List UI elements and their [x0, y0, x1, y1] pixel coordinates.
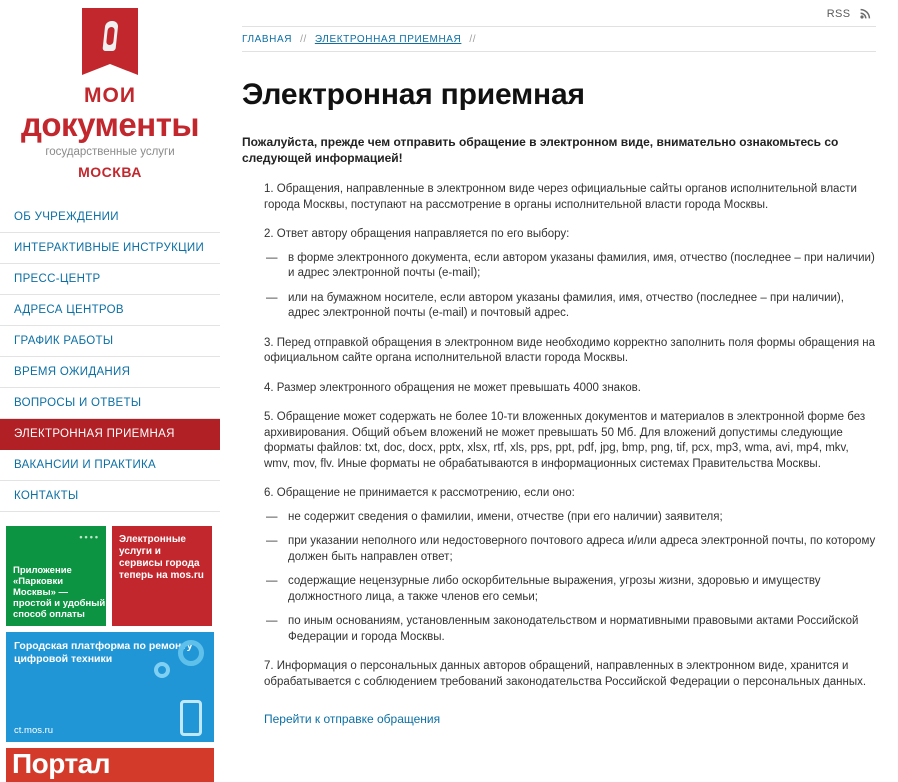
- banner-ct-text: Городская платформа по ремонту цифровой техники: [14, 640, 193, 665]
- intro-text: Пожалуйста, прежде чем отправить обращение в электронном виде, внимательно ознакомьтесь со следующей информацией!: [242, 135, 839, 165]
- gear-small-icon: [154, 662, 170, 678]
- sidebar-item-kontakty[interactable]: КОНТАКТЫ: [0, 481, 220, 512]
- parking-dots-icon: ••••: [79, 532, 100, 542]
- list-item: [242, 227, 876, 322]
- rss-link[interactable]: [827, 7, 872, 20]
- banner-portal[interactable]: [6, 748, 214, 782]
- gear-icon: [178, 640, 204, 666]
- list-item-text: 1. Обращения, направленные в электронном виде через официальные сайты органов исполнительной власти города Москвы, поступают на рассмотрение в органы исполнительной власти города Москвы.: [264, 183, 857, 211]
- sub-list-item: — не содержит сведения о фамилии, имени, отчестве (при его наличии) заявителя;: [264, 510, 876, 526]
- list-item: [242, 336, 876, 367]
- list-item-text: 7. Информация о персональных данных авторов обращений, направленных в электронном виде, хранится и обрабатывается с соблюдением требований законодательства Российской Федерации о персональных данных.: [264, 660, 867, 688]
- sidebar-banners: [0, 526, 220, 782]
- sub-list-item: — или на бумажном носителе, если автором указаны фамилия, имя, отчество (последнее – при наличии), адрес электронной почты (e-mail) и почтовый адрес.: [264, 291, 876, 322]
- banner-ct-url: ct.mos.ru: [14, 725, 54, 736]
- sub-list: [264, 510, 876, 646]
- sidebar-item-ob-uchrezhdenii[interactable]: ОБ УЧРЕЖДЕНИИ: [0, 202, 220, 233]
- logo-subtitle: государственные услуги: [45, 146, 175, 158]
- banner-portal-text: Портал: [12, 748, 111, 779]
- sub-list-item: — по иным основаниям, установленным законодательством и нормативными правовыми актами Российской Федерации и города Москвы.: [264, 614, 876, 645]
- list-item: [242, 182, 876, 213]
- sub-list: [264, 251, 876, 322]
- list-item-text: 6. Обращение не принимается к рассмотрению, если оно:: [264, 487, 575, 499]
- logo-shield-icon: [82, 8, 138, 70]
- banner-parking[interactable]: [6, 526, 106, 626]
- list-item-text: 5. Обращение может содержать не более 10-ти вложенных документов и материалов в электронной форме без архивирования. Общий объем вложений не может превышать 50 Мб. Для вложений допустимы следующие форматы файлов: txt, doc, docx, pptx, xlsx, rtf, xls, pps, ppt, pdf, jpg, bmp, png, tif, pcx, mp3, wma, avi, mp4, mkv, wmv, mov, flv. Иные форматы не обрабатываются в информационных системах Правительства Москвы.: [264, 411, 866, 470]
- breadcrumb: [242, 26, 876, 52]
- list-item-text: 3. Перед отправкой обращения в электронном виде необходимо корректно заполнить поля формы обращения на официальном сайте органа исполнительной власти города Москвы.: [264, 336, 875, 364]
- sidebar-item-grafik-raboty[interactable]: ГРАФИК РАБОТЫ: [0, 326, 220, 357]
- list-item-text: 2. Ответ автору обращения направляется по его выбору:: [264, 228, 570, 240]
- sidebar-item-press-centr[interactable]: ПРЕСС-ЦЕНТР: [0, 264, 220, 295]
- list-item-text: 4. Размер электронного обращения не может превышать 4000 знаков.: [264, 381, 641, 394]
- sidebar-item-adresa-centrov[interactable]: АДРЕСА ЦЕНТРОВ: [0, 295, 220, 326]
- sidebar-item-interaktivnye-instrukcii[interactable]: ИНТЕРАКТИВНЫЕ ИНСТРУКЦИИ: [0, 233, 220, 264]
- sidebar-item-elektronnaya-priemnaya[interactable]: ЭЛЕКТРОННАЯ ПРИЕМНАЯ: [0, 419, 220, 450]
- logo-line2: документы: [20, 106, 200, 143]
- breadcrumb-separator: //: [300, 33, 307, 45]
- list-item: [242, 659, 876, 690]
- sidebar-nav: [0, 202, 220, 512]
- breadcrumb-home[interactable]: ГЛАВНАЯ: [242, 33, 293, 45]
- sidebar-item-vremya-ozhidaniya[interactable]: ВРЕМЯ ОЖИДАНИЯ: [0, 357, 220, 388]
- banner-parking-text: Приложение «Парковки Москвы» — простой и удобный способ оплаты: [13, 565, 106, 620]
- info-list: [242, 182, 876, 690]
- breadcrumb-separator-2: //: [469, 33, 477, 45]
- goto-submit-appeal-link[interactable]: Перейти к отправке обращения: [264, 712, 441, 726]
- banner-eservices[interactable]: [112, 526, 212, 626]
- list-item: [242, 486, 876, 645]
- rss-label: RSS: [826, 7, 851, 20]
- logo-line1: МОИ: [84, 84, 136, 107]
- banner-ct-mos[interactable]: [6, 632, 214, 742]
- sidebar-item-voprosy-i-otvety[interactable]: ВОПРОСЫ И ОТВЕТЫ: [0, 388, 220, 419]
- rss-icon: [860, 7, 872, 19]
- sidebar: [0, 0, 220, 779]
- sub-list-item: — в форме электронного документа, если автором указаны фамилия, имя, отчество (последнее – при наличии) и адрес электронной почты (e-mail);: [264, 251, 876, 282]
- device-icon: [180, 700, 202, 736]
- list-item: [242, 410, 876, 472]
- topbar: [242, 0, 876, 26]
- logo-city: МОСКВА: [78, 164, 142, 180]
- sub-list-item: — содержащие нецензурные либо оскорбительные выражения, угрозы жизни, здоровью и имуществу должностного лица, а также членов его семьи;: [264, 574, 876, 605]
- site-logo[interactable]: [0, 0, 220, 180]
- breadcrumb-current[interactable]: ЭЛЕКТРОННАЯ ПРИЕМНАЯ: [314, 33, 462, 45]
- page-title: Электронная приемная: [242, 78, 585, 111]
- banner-eservices-text: Электронные услуги и сервисы города теперь на mos.ru: [119, 534, 204, 581]
- list-item: [242, 381, 876, 397]
- content-area: [220, 0, 898, 726]
- sub-list-item: — при указании неполного или недостоверного почтового адреса и/или адреса электронной почты, по которому должен быть направлен ответ;: [264, 534, 876, 565]
- sidebar-item-vakansii-i-praktika[interactable]: ВАКАНСИИ И ПРАКТИКА: [0, 450, 220, 481]
